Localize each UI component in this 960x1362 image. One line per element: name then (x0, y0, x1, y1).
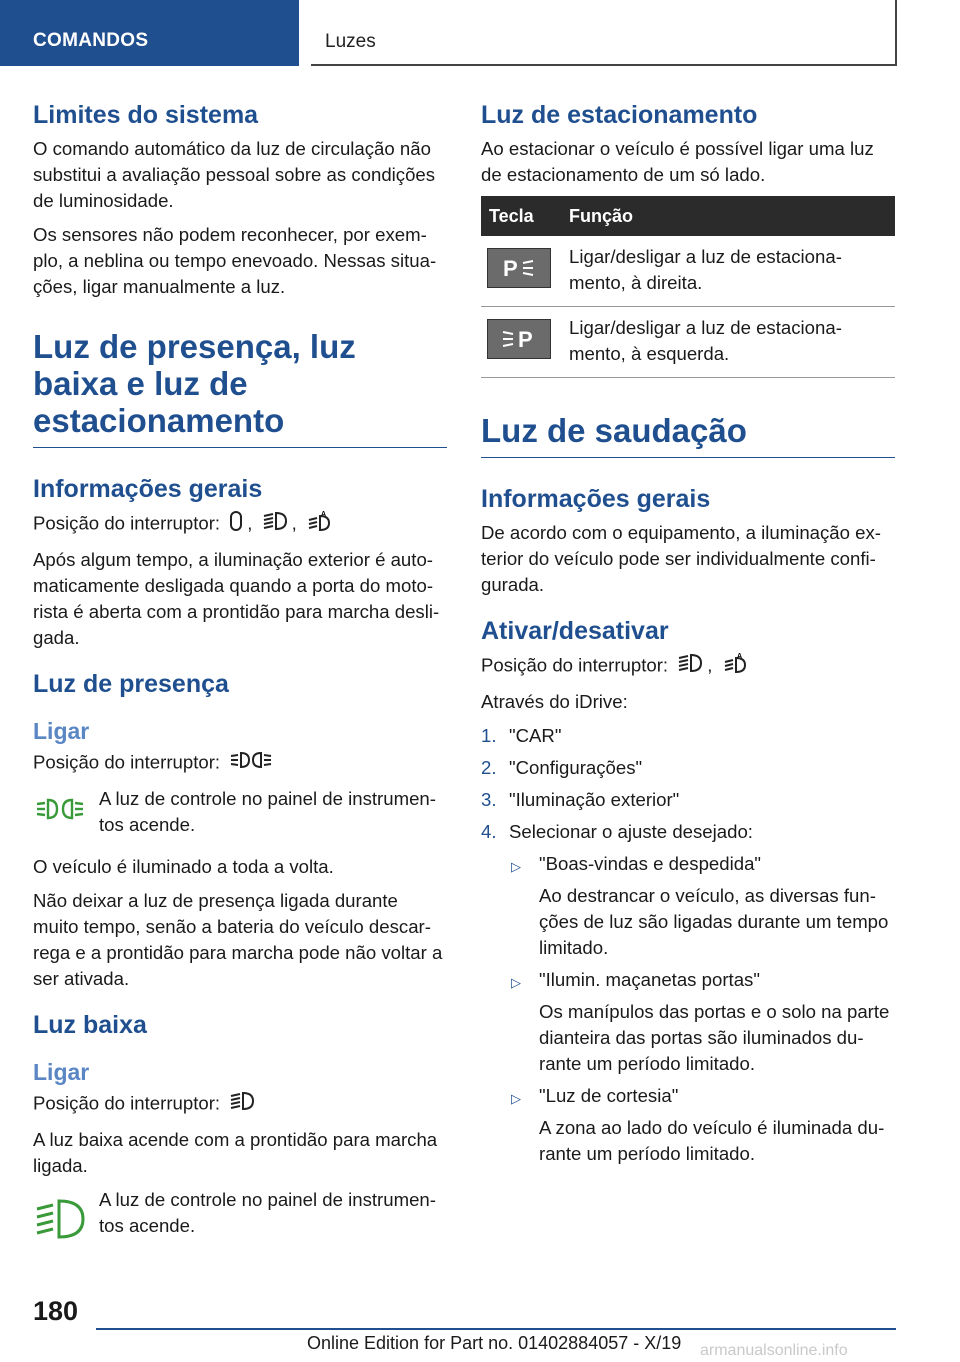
list-item: 3. "Iluminação exterior" (481, 789, 680, 810)
table-header-key: Tecla (481, 196, 563, 236)
estac-paragraph: Ao estacionar o veículo é possível ligar uma luz de estacionamento de um só lado. (481, 138, 874, 185)
chapter-title: Luzes (325, 31, 376, 52)
footer-divider (96, 1328, 896, 1330)
saudacao-info-paragraph: De acordo com o equipamento, a iluminação exterior do veículo pode ser individualmente configurada. (481, 522, 881, 595)
triangle-bullet-icon: ▷ (511, 859, 521, 874)
baixa-switch-label: Posição do interruptor: (33, 1092, 221, 1114)
presenca-paragraph-1: O veículo é iluminado a toda a volta. (33, 856, 334, 877)
switch-off-icon (229, 510, 243, 539)
baixa-heading: Luz baixa (33, 1011, 147, 1039)
list-item: 2. "Configurações" (481, 757, 643, 778)
info-heading: Informações gerais (33, 475, 263, 503)
low-beam-indicator-icon (35, 1197, 87, 1246)
baixa-switch-line (33, 1090, 447, 1119)
right-column (481, 100, 895, 1173)
option-item: ▷ "Boas-vindas e despedida" Ao destrancar o veículo, as diversas funções de luz são ligadas durante um tempo limitado. (511, 853, 889, 958)
chapter-header (311, 0, 897, 66)
watermark: armanualsonline.info (700, 1342, 848, 1359)
page-number: 180 (33, 1296, 79, 1326)
info-paragraph: Após algum tempo, a iluminação exterior é automaticamente desligada quando a porta do motorista é aberta com a prontidão para marcha desligada. (33, 549, 440, 648)
svg-text:P: P (503, 256, 518, 281)
table-header-row (481, 196, 895, 236)
section-title: COMANDOS (33, 30, 149, 51)
table-cell-function: Ligar/desligar a luz de estacionamento, à direita. (563, 236, 895, 307)
baixa-notice (33, 1187, 447, 1247)
left-column (33, 100, 447, 1255)
table-row (481, 236, 895, 307)
comma: , (291, 512, 297, 534)
limites-heading: Limites do sistema (33, 101, 259, 129)
triangle-bullet-icon: ▷ (511, 975, 521, 990)
limites-paragraph-1: O comando automático da luz de circulação não substitui a avaliação pessoal sobre as condições de luminosidade. (33, 138, 436, 211)
parking-left-key-icon (487, 319, 551, 359)
list-item: 1. "CAR" (481, 725, 562, 746)
low-beam-icon (262, 510, 288, 539)
comma: , (247, 512, 253, 534)
baixa-notice-text: A luz de controle no painel de instrumentos acende. (99, 1189, 436, 1236)
options-list (509, 851, 895, 1167)
comma: , (707, 654, 713, 676)
table-row (481, 307, 895, 378)
section-tab (0, 0, 299, 66)
steps-list (481, 723, 895, 1167)
parking-light-table (481, 196, 895, 378)
estac-heading: Luz de estacionamento (481, 101, 758, 129)
ativar-switch-label: Posição do interruptor: (481, 654, 669, 676)
idrive-line: Através do iDrive: (481, 691, 628, 712)
svg-text:A: A (736, 653, 742, 660)
saudacao-heading: Luz de saudação (481, 412, 895, 458)
low-beam-icon (677, 652, 703, 681)
info-switch-label: Posição do interruptor: (33, 512, 221, 534)
svg-text:A: A (320, 511, 326, 518)
option-item: ▷ "Luz de cortesia" A zona ao lado do veículo é iluminada durante um período limitado. (511, 1085, 885, 1164)
info-switch-line (33, 510, 447, 539)
presenca-paragraph-2: Não deixar a luz de presença ligada durante muito tempo, senão a bateria do veículo descarrega e a prontidão para marcha pode não voltar a ser ativada. (33, 890, 443, 989)
presenca-notice-text: A luz de controle no painel de instrumentos acende. (99, 788, 436, 835)
footer-edition: Online Edition for Part no. 01402884057 - X/19 (307, 1333, 682, 1353)
parking-light-icon (229, 749, 273, 778)
baixa-ligar-heading: Ligar (33, 1059, 90, 1085)
main-heading: Luz de presença, luz baixa e luz de estacionamento (33, 328, 447, 448)
limites-paragraph-2: Os sensores não podem reconhecer, por exemplo, a neblina ou tempo enevoado. Nessas situações, ligar manualmente a luz. (33, 224, 437, 297)
list-item: 4. Selecionar o ajuste desejado: ▷ "Boas-vindas e despedida" Ao destrancar o veículo, as diversas funções de luz são ligadas durante um tempo limitado. ▷ "Ilumin. maçanetas portas" Os manípulos das portas e o solo na parte dianteira das portas são iluminados durante um período limitado. ▷ "Luz de cortesia" A zona ao lado do veículo é iluminada durante um período limitado. (481, 819, 895, 1167)
svg-text:P: P (518, 327, 533, 352)
table-header-function: Função (563, 196, 895, 236)
auto-headlight-icon (722, 652, 748, 681)
parking-light-indicator-icon (35, 796, 85, 827)
presenca-heading: Luz de presença (33, 670, 229, 698)
parking-right-key-icon (487, 248, 551, 288)
baixa-paragraph: A luz baixa acende com a prontidão para marcha ligada. (33, 1129, 438, 1176)
presenca-ligar-heading: Ligar (33, 718, 90, 744)
ativar-switch-line (481, 652, 895, 681)
saudacao-info-heading: Informações gerais (481, 485, 711, 513)
presenca-switch-label: Posição do interruptor: (33, 751, 221, 773)
ativar-heading: Ativar/desativar (481, 617, 669, 645)
low-beam-icon (229, 1090, 255, 1119)
option-item: ▷ "Ilumin. maçanetas portas" Os manípulos das portas e o solo na parte dianteira das portas são iluminados durante um período limitado. (511, 969, 890, 1074)
triangle-bullet-icon: ▷ (511, 1091, 521, 1106)
table-cell-function: Ligar/desligar a luz de estacionamento, à esquerda. (563, 307, 895, 378)
presenca-switch-line (33, 749, 447, 778)
presenca-notice (33, 786, 447, 846)
auto-headlight-icon (306, 510, 332, 539)
